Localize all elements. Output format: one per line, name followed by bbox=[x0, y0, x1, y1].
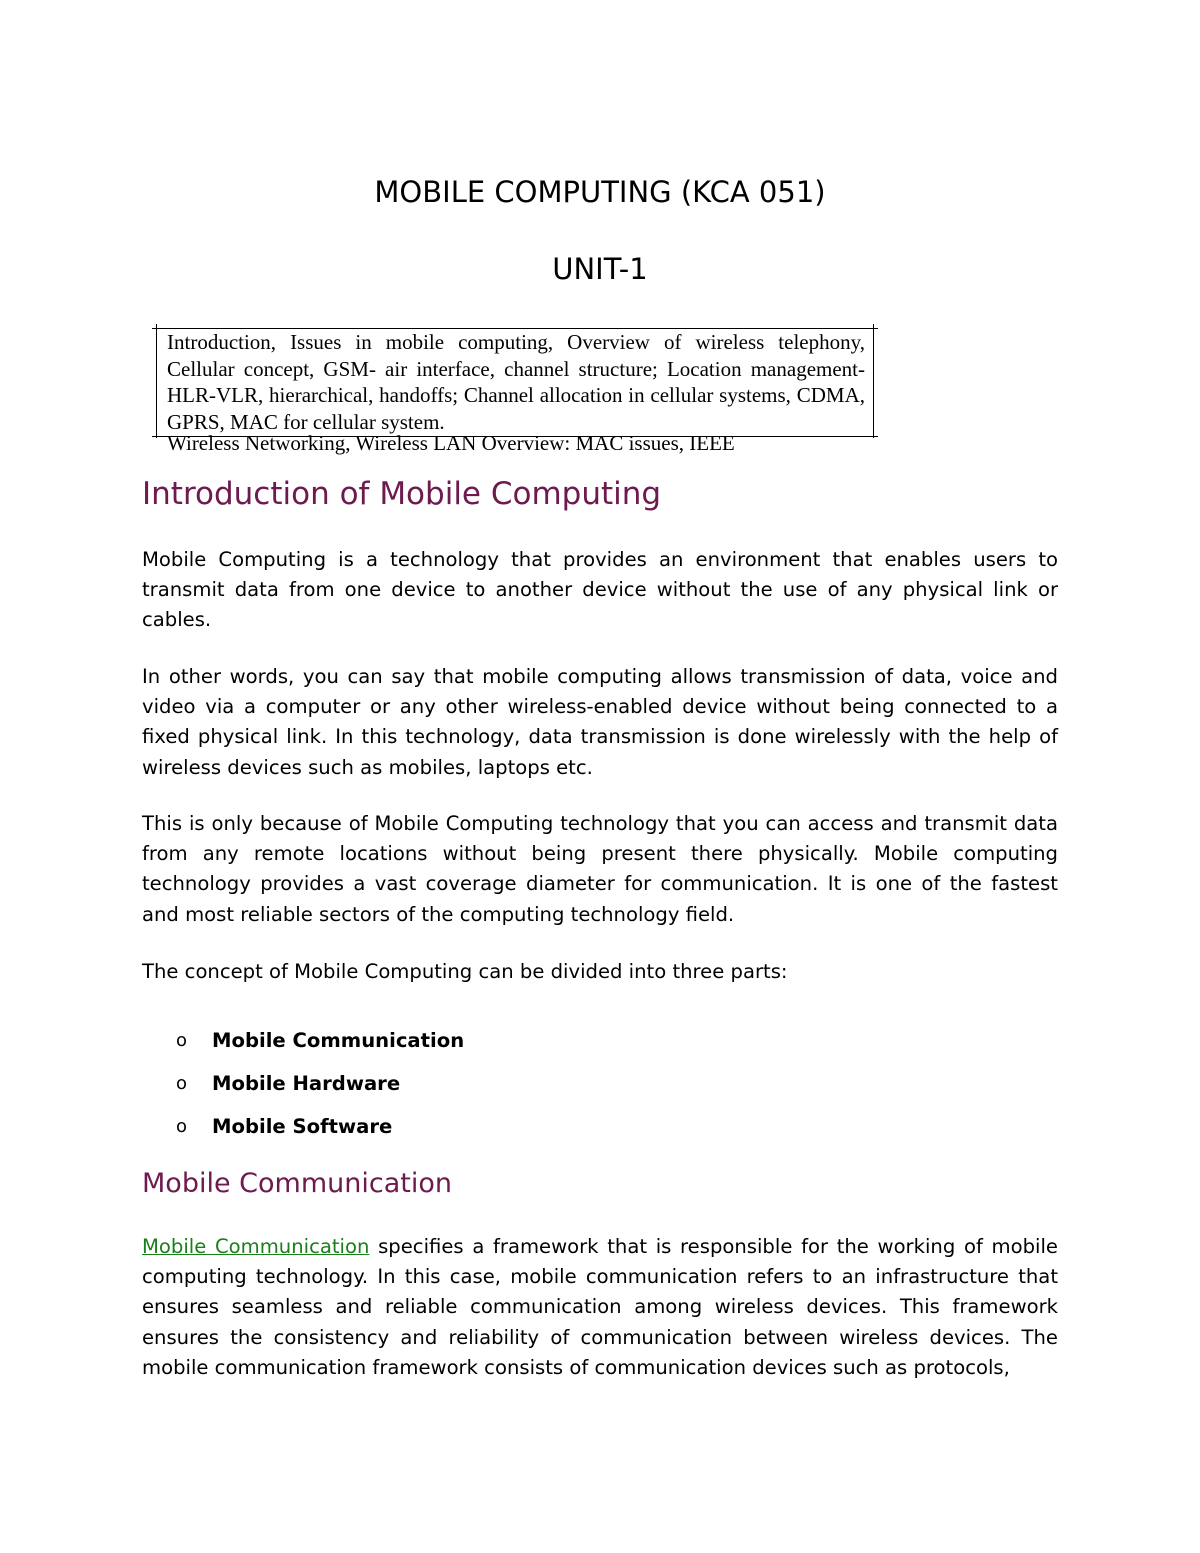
unit-title: UNIT-1 bbox=[552, 252, 648, 286]
syllabus-box bbox=[156, 324, 874, 455]
circle-bullet-icon: o bbox=[176, 1116, 188, 1137]
paragraph: In other words, you can say that mobile computing allows transmission of data, voice and video via a computer or any other wireless-enabled device without being connected to a fixed physical link. In this technology, data transmission is done wirelessly with the help of wireless devices such as mobiles, laptops etc. bbox=[142, 665, 1058, 779]
document-title: MOBILE COMPUTING (KCA 051) bbox=[374, 175, 826, 209]
syllabus-cut-line: Wireless Networking, Wireless LAN Overview: MAC issues, IEEE bbox=[167, 431, 735, 455]
circle-bullet-icon: o bbox=[176, 1073, 188, 1094]
list-item-label: Mobile Communication bbox=[212, 1029, 465, 1052]
circle-bullet-icon: o bbox=[176, 1030, 188, 1051]
mobile-communication-link[interactable]: Mobile Communication bbox=[142, 1235, 370, 1258]
parts-list bbox=[176, 1019, 464, 1148]
list-item bbox=[176, 1062, 464, 1105]
paragraph bbox=[142, 1232, 1058, 1383]
syllabus-cut-text bbox=[167, 431, 865, 455]
paragraph: This is only because of Mobile Computing technology that you can access and transmit data from any remote locations without being present there physically. Mobile computing technology provides a vast coverage diameter for communication. It is one of the fastest and most reliable sectors of the computing technology field. bbox=[142, 812, 1058, 926]
paragraph-text: specifies a framework that is responsible for the working of mobile computing technology. In this case, mobile communication refers to an infrastructure that ensures seamless and reliable communication among wireless devices. This framework ensures the consistency and reliability of communication between wireless devices. The mobile communication framework consists of communication devices such as protocols, bbox=[142, 1235, 1058, 1379]
section-heading-mobile-communication: Mobile Communication bbox=[142, 1168, 452, 1199]
syllabus-right-border bbox=[873, 324, 874, 438]
list-item bbox=[176, 1019, 464, 1062]
paragraph: Mobile Computing is a technology that provides an environment that enables users to transmit data from one device to another device without the use of any physical link or cables. bbox=[142, 548, 1058, 632]
syllabus-text: Introduction, Issues in mobile computing, Overview of wireless telephony, Cellular concept, GSM- air interface, channel structure; Location management- HLR-VLR, hierarchical, handoffs; Channel allocation in cellular systems, CDMA, GPRS, MAC for cellular system. bbox=[167, 330, 865, 434]
list-item-label: Mobile Hardware bbox=[212, 1072, 401, 1095]
syllabus-left-border bbox=[156, 324, 157, 438]
list-item-label: Mobile Software bbox=[212, 1115, 393, 1138]
section-heading-introduction: Introduction of Mobile Computing bbox=[142, 476, 662, 512]
list-item bbox=[176, 1105, 464, 1148]
paragraph: The concept of Mobile Computing can be divided into three parts: bbox=[142, 960, 788, 983]
